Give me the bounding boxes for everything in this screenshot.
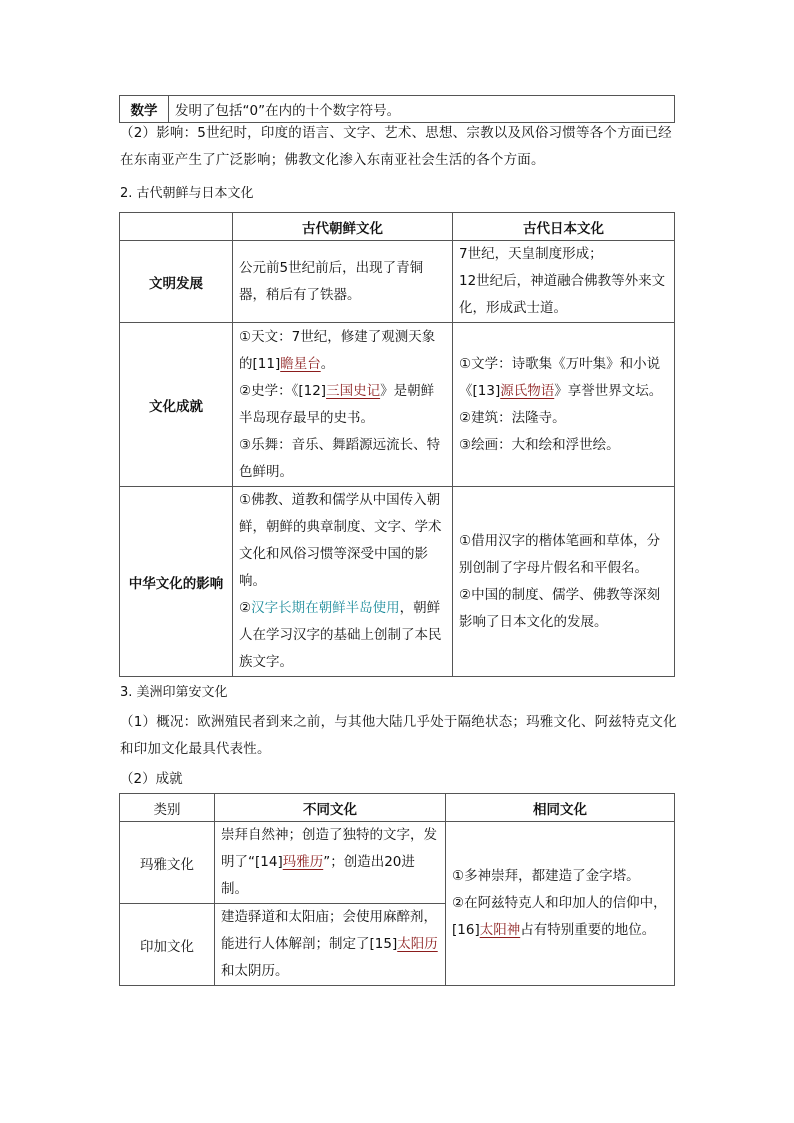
korea-ach-cell <box>233 323 453 487</box>
header-category: 类别 <box>120 794 215 822</box>
korea-history-text: ②史学：《[12] <box>239 382 327 399</box>
korea-history-end: 》是朝鲜半岛现存最早的史书。 <box>239 382 435 426</box>
table2-corner <box>120 213 233 241</box>
maya-text-a: 崇拜自然神；创造了独特的文字，发明了“[14] <box>221 827 437 870</box>
row-label-achievement: 文化成就 <box>120 323 233 487</box>
korea-infl-line1: ①佛教、道教和儒学从中国传入朝鲜，朝鲜的典章制度、文字、学术文化和风俗习惯等深受中国的影响。 <box>239 492 442 589</box>
japan-civ-cell <box>453 241 675 323</box>
answer-12: 三国史记 <box>326 382 381 399</box>
korea-history <box>233 378 452 432</box>
japan-literature <box>453 351 674 405</box>
inca-text-b: 和太阴历。 <box>221 963 289 979</box>
inca-cell <box>215 904 446 986</box>
japan-infl-line1: ①借用汉字的楷体笔画和草体，分别创制了字母片假名和平假名。 <box>459 532 661 576</box>
maya-text-b: ”；创造出20进制。 <box>221 854 415 897</box>
japan-infl-line2: ②中国的制度、儒学、佛教等深刻影响了日本文化的发展。 <box>459 586 661 630</box>
answer-14: 玛雅历 <box>282 854 324 870</box>
korea-civ-text: 公元前5世纪前后，出现了青铜器，稍后有了铁器。 <box>239 259 424 303</box>
korea-japan-table <box>119 212 675 677</box>
japan-architecture: ②建筑：法隆寺。 <box>459 409 566 426</box>
math-label: 数学 <box>130 103 158 119</box>
korea-astronomy-text: ①天文：7世纪，修建了观测天象的[11] <box>239 328 436 372</box>
answer-16: 太阳神 <box>479 922 521 938</box>
maya-text <box>215 822 445 903</box>
math-text: 发明了包括“0”在内的十个数字符号。 <box>175 103 401 119</box>
maya-label: 玛雅文化 <box>120 822 215 904</box>
korea-civ-cell <box>233 241 453 323</box>
row-label-chinese-influence: 中华文化的影响 <box>120 487 233 677</box>
row-label-civilization: 文明发展 <box>120 241 233 323</box>
japan-painting: ③绘画：大和绘和浮世绘。 <box>459 436 620 453</box>
header-korea: 古代朝鲜文化 <box>233 213 453 241</box>
common-line1: ①多神崇拜，都建造了金字塔。 <box>452 868 640 884</box>
korea-infl-line2 <box>233 595 452 676</box>
math-row-table <box>119 95 675 123</box>
korea-astronomy-end: 。 <box>320 355 335 372</box>
japan-literature-end: 》享誉世界文坛。 <box>554 382 663 399</box>
inca-text-a: 建造驿道和太阳庙；会使用麻醉剂，能进行人体解剖；制定了[15] <box>221 909 437 952</box>
korea-infl-num: ② <box>239 600 252 616</box>
americas-table <box>119 793 675 986</box>
influence-paragraph: （2）影响：5世纪时，印度的语言、文字、艺术、思想、宗教以及风俗习惯等各个方面已经在东南亚产生了广泛影响；佛教文化渗入东南亚社会生活的各个方面。 <box>120 125 672 168</box>
common-cell <box>446 822 675 986</box>
japan-ach-cell <box>453 323 675 487</box>
common-line2-b: 占有特别重要的地位。 <box>520 922 656 938</box>
inca-label: 印加文化 <box>120 904 215 986</box>
common-line2 <box>446 890 674 944</box>
section2-title: 2. 古代朝鲜与日本文化 <box>120 186 254 201</box>
math-text-cell <box>169 96 675 123</box>
answer-15: 太阳历 <box>397 936 438 952</box>
korea-astronomy <box>233 324 452 378</box>
achievement-title: （2）成就 <box>120 771 183 787</box>
japan-civ-line1: 7世纪，天皇制度形成； <box>459 246 603 262</box>
header-japan: 古代日本文化 <box>453 213 675 241</box>
header-common: 相同文化 <box>446 794 675 822</box>
maya-cell <box>215 822 446 904</box>
korea-infl-cell <box>233 487 453 677</box>
japan-literature-text: ①文学：诗歌集《万叶集》和小说《[13] <box>459 355 661 399</box>
answer-13: 源氏物语 <box>500 382 555 399</box>
japan-infl-cell <box>453 487 675 677</box>
korea-music: ③乐舞：音乐、舞蹈源远流长、特色鲜明。 <box>239 436 441 480</box>
japan-civ-line2: 12世纪后，神道融合佛教等外来文化，形成武士道。 <box>459 273 666 316</box>
header-different: 不同文化 <box>215 794 446 822</box>
math-label-cell <box>120 96 169 123</box>
korea-infl-rest: ，朝鲜人在学习汉字的基础上创制了本民族文字。 <box>239 600 442 670</box>
korea-infl-highlight: 汉字长期在朝鲜半岛使用 <box>251 600 400 616</box>
section3-title: 3. 美洲印第安文化 <box>120 685 228 700</box>
common-line2-a: ②在阿兹特克人和印加人的信仰中，[16] <box>452 895 667 938</box>
answer-11: 瞻星台 <box>280 355 321 372</box>
inca-text <box>215 904 445 985</box>
overview-paragraph: （1）概况：欧洲殖民者到来之前，与其他大陆几乎处于隔绝状态；玛雅文化、阿兹特克文化和印加文化最具代表性。 <box>120 714 677 757</box>
